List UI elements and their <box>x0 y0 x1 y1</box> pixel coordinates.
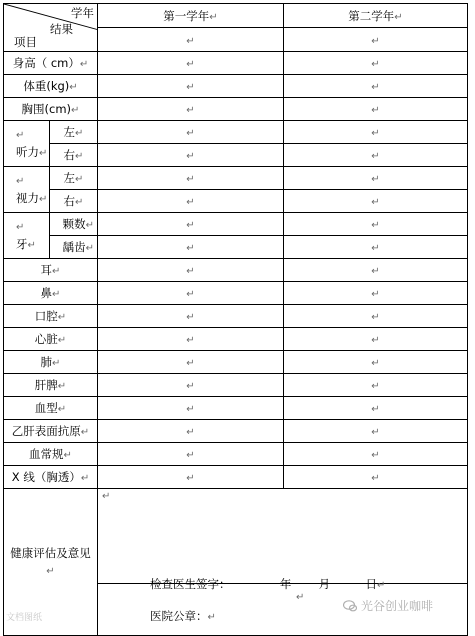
year1-cell[interactable]: ↵ <box>98 259 284 282</box>
year1-cell[interactable]: ↵ <box>98 144 284 167</box>
header-result-label: 结果 <box>50 22 73 36</box>
doctor-signature-line: 检查医生签字： 年 月 日↵ <box>150 577 386 591</box>
year2-cell[interactable]: ↵ <box>284 121 468 144</box>
year2-cell[interactable]: ↵ <box>284 213 468 236</box>
year2-cell[interactable]: ↵ <box>284 190 468 213</box>
date-year-label: 年 <box>279 577 292 591</box>
sub-label-left: 左↵ <box>50 121 98 144</box>
year2-cell[interactable]: ↵ <box>284 420 468 443</box>
row-label-lung: 肺↵ <box>4 351 98 374</box>
year2-cell[interactable]: ↵ <box>284 282 468 305</box>
year1-cell[interactable]: ↵ <box>98 466 284 489</box>
row-label-hearing: ↵ 听力↵ <box>4 121 50 167</box>
year2-header: 第二学年↵ <box>284 4 468 28</box>
row-label-mouth: 口腔↵ <box>4 305 98 328</box>
hospital-seal-line: 医院公章：↵ <box>150 609 216 623</box>
paragraph-mark: ↵ <box>296 592 305 603</box>
year1-cell[interactable]: ↵ <box>98 28 284 52</box>
year1-cell[interactable]: ↵ <box>98 213 284 236</box>
row-label-teeth: ↵ 牙↵ <box>4 213 50 259</box>
year2-cell[interactable]: ↵ <box>284 351 468 374</box>
year1-cell[interactable]: ↵ <box>98 236 284 259</box>
row-label-hbsag: 乙肝表面抗原↵ <box>4 420 98 443</box>
year1-cell[interactable]: ↵ <box>98 98 284 121</box>
sub-label-count: 颗数↵ <box>50 213 98 236</box>
year1-header: 第一学年↵ <box>98 4 284 28</box>
row-label-liver-spleen: 肝脾↵ <box>4 374 98 397</box>
row-label-height: 身高（ cm）↵ <box>4 52 98 75</box>
year1-cell[interactable]: ↵ <box>98 282 284 305</box>
year2-cell[interactable]: ↵ <box>284 328 468 351</box>
year2-cell[interactable]: ↵ <box>284 75 468 98</box>
row-label-blood-type: 血型↵ <box>4 397 98 420</box>
year1-cell[interactable]: ↵ <box>98 167 284 190</box>
row-label-xray: X 线（胸透）↵ <box>4 466 98 489</box>
year2-cell[interactable]: ↵ <box>284 28 468 52</box>
sub-label-left: 左↵ <box>50 167 98 190</box>
row-label-ear: 耳↵ <box>4 259 98 282</box>
year2-cell[interactable]: ↵ <box>284 98 468 121</box>
year2-cell[interactable]: ↵ <box>284 167 468 190</box>
assessment-area[interactable]: ↵ <box>98 489 468 636</box>
year2-cell[interactable]: ↵ <box>284 259 468 282</box>
year1-cell[interactable]: ↵ <box>98 190 284 213</box>
year2-cell[interactable]: ↵ <box>284 236 468 259</box>
chat-bubble-icon <box>343 600 357 612</box>
row-label-vision: ↵ 视力↵ <box>4 167 50 213</box>
year1-cell[interactable]: ↵ <box>98 397 284 420</box>
row-label-weight: 体重(kg)↵ <box>4 75 98 98</box>
sub-label-caries: 龋齿↵ <box>50 236 98 259</box>
header-year-label: 学年 <box>71 6 94 20</box>
row-label-blood-routine: 血常规↵ <box>4 443 98 466</box>
year1-cell[interactable]: ↵ <box>98 52 284 75</box>
row-label-nose: 鼻↵ <box>4 282 98 305</box>
year2-cell[interactable]: ↵ <box>284 374 468 397</box>
row-label-assessment: 健康评估及意见↵ <box>4 489 98 636</box>
header-item-label: 项目 <box>14 35 37 49</box>
sub-label-right: 右↵ <box>50 144 98 167</box>
year1-cell[interactable]: ↵ <box>98 374 284 397</box>
year1-cell[interactable]: ↵ <box>98 351 284 374</box>
year1-cell[interactable]: ↵ <box>98 75 284 98</box>
row-label-chest: 胸围(cm)↵ <box>4 98 98 121</box>
hospital-seal-label: 医院公章： <box>150 609 208 623</box>
date-day-label: 日 <box>365 577 377 591</box>
year2-cell[interactable]: ↵ <box>284 305 468 328</box>
year1-cell[interactable]: ↵ <box>98 121 284 144</box>
watermark-left: 文档图纸 <box>6 613 43 623</box>
year2-cell[interactable]: ↵ <box>284 144 468 167</box>
sub-label-right: 右↵ <box>50 190 98 213</box>
year2-cell[interactable]: ↵ <box>284 443 468 466</box>
year2-cell[interactable]: ↵ <box>284 52 468 75</box>
year1-cell[interactable]: ↵ <box>98 305 284 328</box>
date-month-label: 月 <box>318 577 331 591</box>
year1-cell[interactable]: ↵ <box>98 443 284 466</box>
doctor-signature-label: 检查医生签字： <box>150 577 231 591</box>
year1-cell[interactable]: ↵ <box>98 328 284 351</box>
row-label-heart: 心脏↵ <box>4 328 98 351</box>
health-table <box>3 3 468 636</box>
year1-cell[interactable]: ↵ <box>98 420 284 443</box>
diagonal-header-cell <box>4 4 98 52</box>
watermark-right: 光谷创业咖啡 <box>343 597 433 614</box>
year2-cell[interactable]: ↵ <box>284 397 468 420</box>
year2-cell[interactable]: ↵ <box>284 466 468 489</box>
